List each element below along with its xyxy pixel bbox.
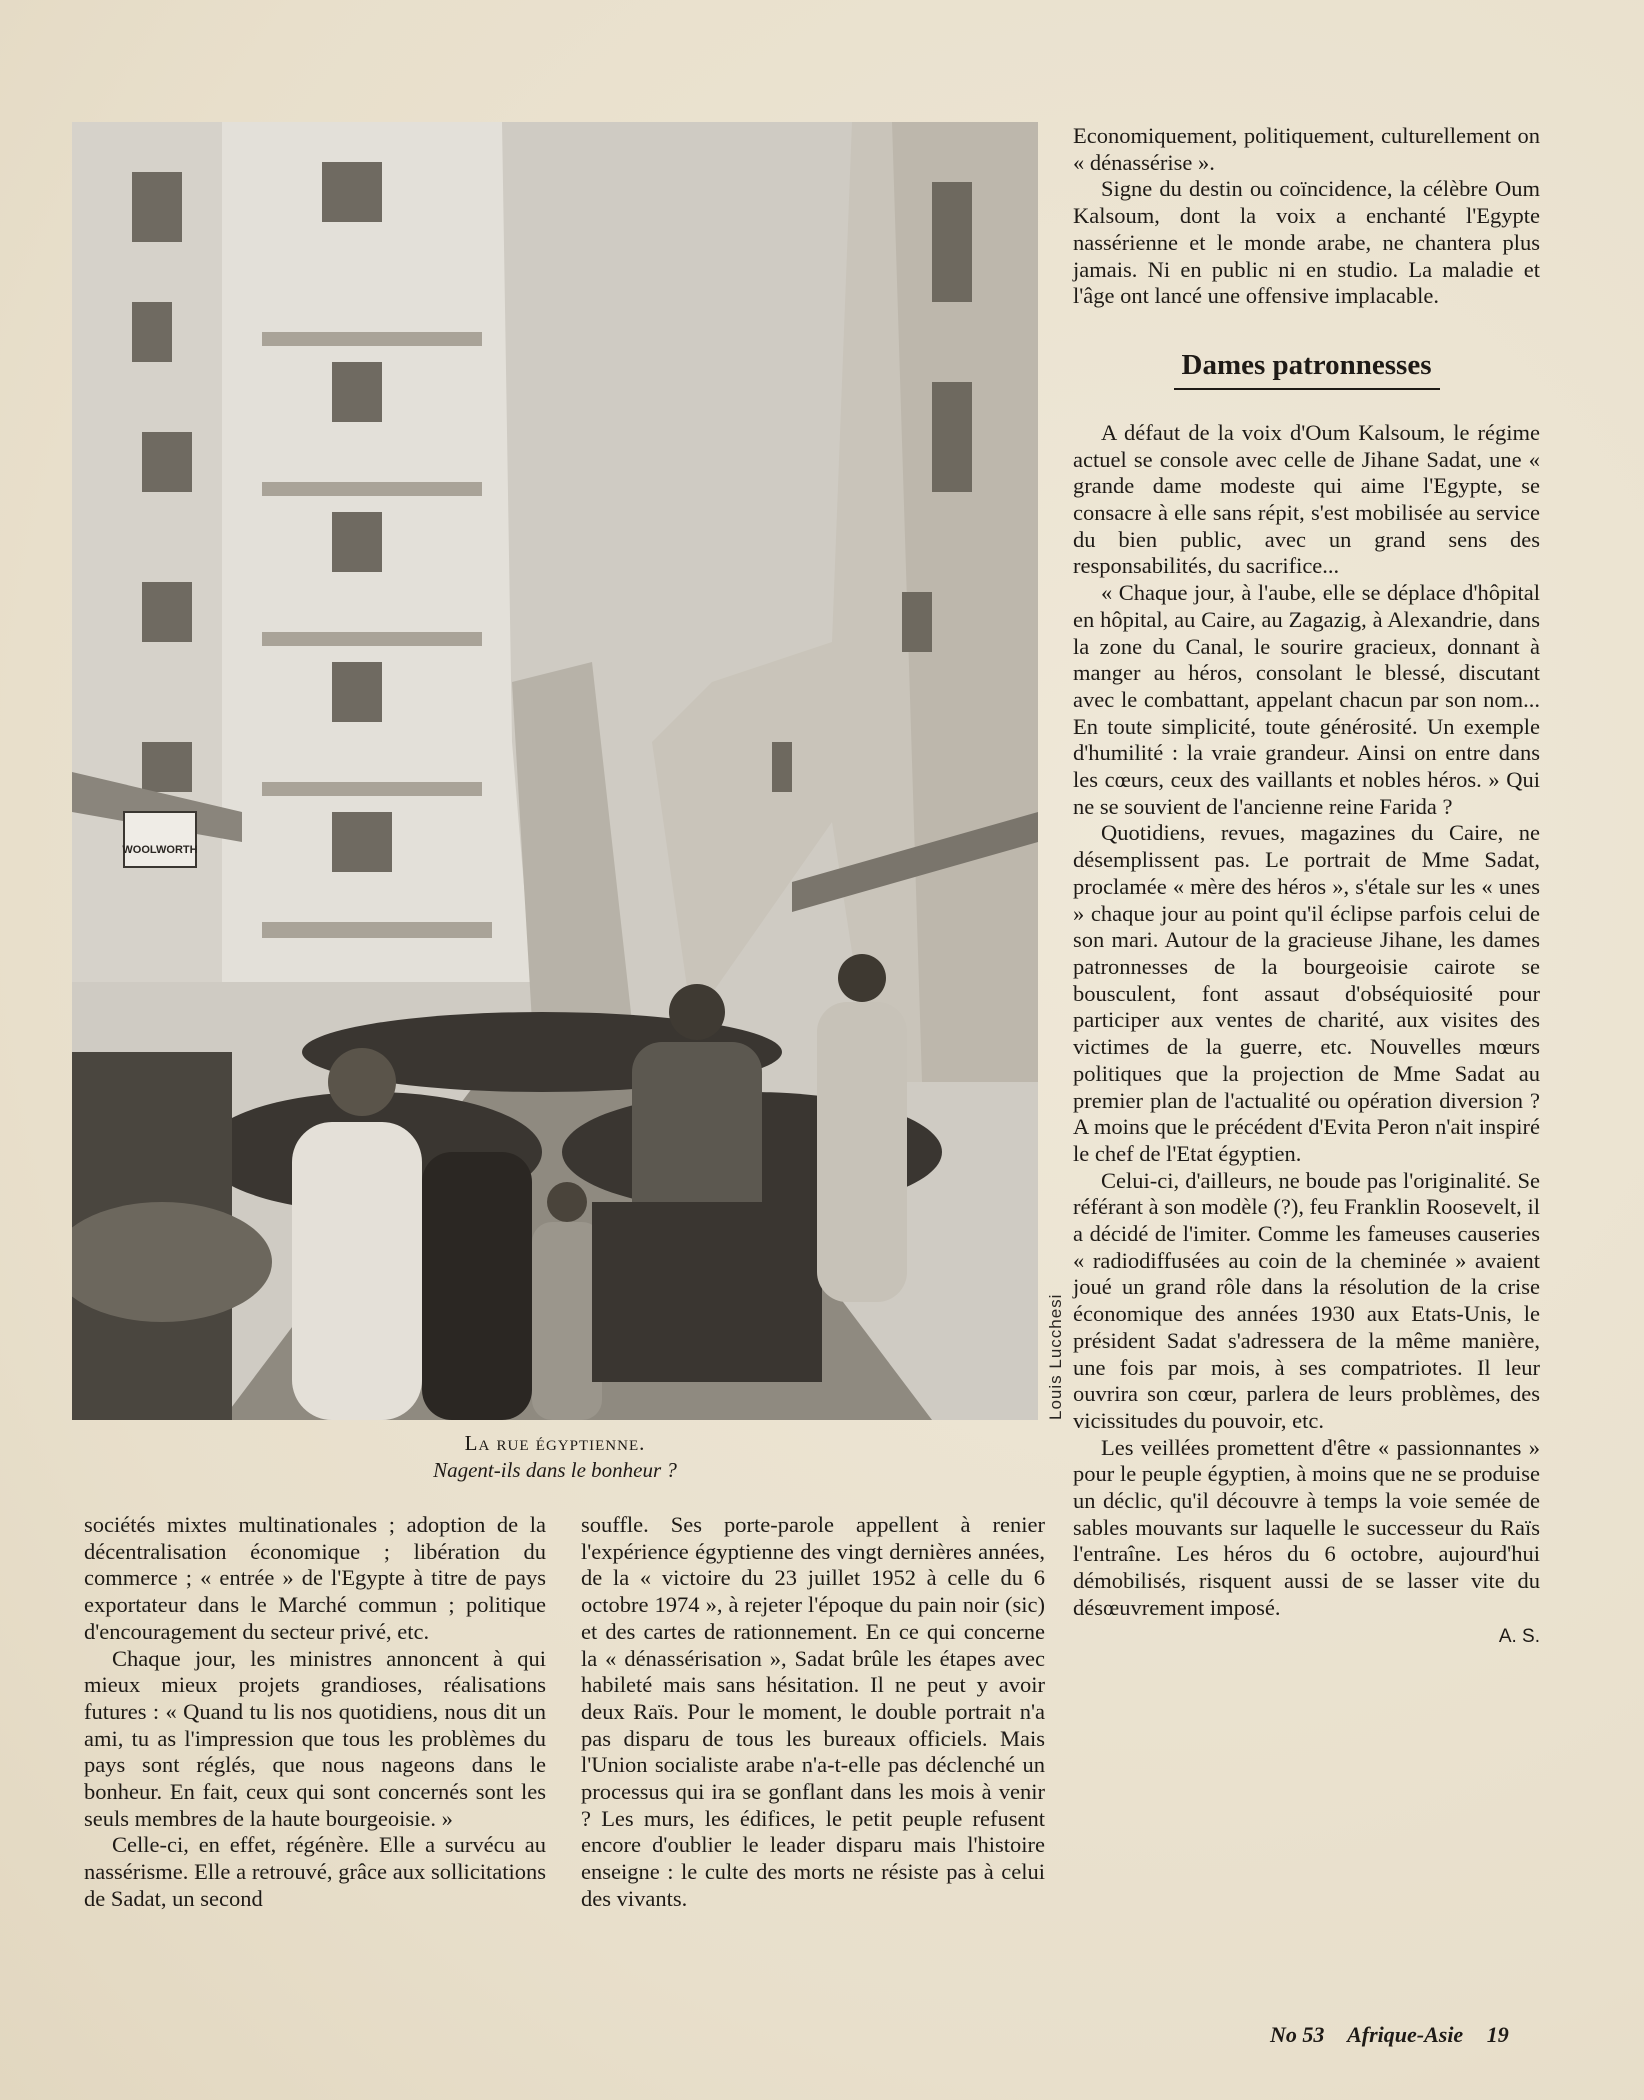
paragraph: souffle. Ses porte-parole appellent à renier l'expérience égyptienne des vingt dernières années, de la « victoire du 23 juillet 1952 à celle du 6 octobre 1974 », à rejeter l'époque du pain noir (sic) et des cartes de rationnement. En ce qui concerne la « dénassérisation », Sadat brûle les étapes avec habileté mais sans hésitation. Il ne peut y avoir deux Raïs. Pour le moment, le double portrait n'a pas disparu de tous les bureaux officiels. Mais l'Union socialiste arabe n'a-t-elle pas déclenché un processus qui ira se gonflant dans les mois à venir ? Les murs, les édifices, le petit peuple refusent encore d'oublier le leader disparu mais l'histoire enseigne : le culte des morts ne résiste pas à celui des vivants.: [581, 1512, 1045, 1911]
issue-number: No 53: [1270, 2022, 1325, 2047]
caption-title: La rue égyptienne.: [464, 1431, 646, 1455]
page-number: 19: [1486, 2022, 1509, 2047]
paragraph: « Chaque jour, à l'aube, elle se déplace d'hôpital en hôpital, au Caire, au Zagazig, à Alexandrie, dans la zone du Canal, le sourire gracieux, donnant à manger au héros, consolant le blessé, discutant avec le combattant, appelant chacun par son nom... En toute simplicité, toute générosité. Un exemple d'humilité : la vraie grandeur. Ainsi on entre dans les cœurs, ceux des vaillants et nobles héros. » Qui ne se souvient de l'ancienne reine Farida ?: [1073, 580, 1540, 819]
photo-credit: Louis Lucchesi: [1046, 1293, 1065, 1420]
photo-caption: [72, 1430, 1038, 1484]
street-scene-illustration: [72, 122, 1038, 1420]
paragraph: Signe du destin ou coïncidence, la célèbre Oum Kalsoum, dont la voix a enchanté l'Egypte nassérienne et le monde arabe, ne chantera plus jamais. Ni en public ni en studio. La maladie et l'âge ont lancé une offensive implacable.: [1073, 176, 1540, 309]
caption-subtitle: Nagent-ils dans le bonheur ?: [433, 1458, 677, 1482]
paragraph: Celui-ci, d'ailleurs, ne boude pas l'originalité. Se référant à son modèle (?), feu Franklin Roosevelt, il a décidé de l'imiter. Comme les fameuses causeries « radiodiffusées au coin de la cheminée » avaient joué un grand rôle dans la résolution de la crise économique des années 1930 aux Etats-Unis, le président Sadat s'adressera de la même manière, une fois par mois, à ses compatriotes. Il leur ouvrira son cœur, parlera de leurs problèmes, des vicissitudes du pouvoir, etc.: [1073, 1167, 1540, 1433]
paragraph: Les veillées promettent d'être « passionnantes » pour le peuple égyptien, à moins que ne se produise un déclic, qu'il découvre à temps la voie semée de sables mouvants sur laquelle le successeur du Raïs l'entraîne. Les héros du 6 octobre, aujourd'hui démobilisés, risquent aussi de se lasser vite du désœuvrement imposé.: [1073, 1434, 1540, 1620]
page-footer: [1270, 2022, 1527, 2048]
paragraph: sociétés mixtes multinationales ; adoption de la décentralisation économique ; libération du commerce ; « entrée » de l'Egypte à titre de pays exportateur dans le Marché commun ; politique d'encouragement du secteur privé, etc.: [84, 1512, 546, 1644]
paragraph: Celle-ci, en effet, régénère. Elle a survécu au nassérisme. Elle a retrouvé, grâce aux sollicitations de Sadat, un second: [84, 1832, 546, 1911]
magazine-name: Afrique-Asie: [1347, 2022, 1464, 2047]
column-1: [84, 1512, 546, 1913]
shop-sign-text: WOOLWORTH: [122, 844, 198, 856]
paragraph: Economiquement, politiquement, culturellement on « dénassérise ».: [1073, 123, 1540, 175]
author-signature: A. S.: [1498, 1625, 1540, 1647]
paragraph: Chaque jour, les ministres annoncent à qui mieux mieux projets grandioses, réalisations futures : « Quand tu lis nos quotidiens, nous dit un ami, tu as l'impression que tous les problèmes du pays sont réglés, que nous nageons dans le bonheur. En fait, ceux qui sont concernés sont les seuls membres de la haute bourgeoisie. »: [84, 1645, 546, 1831]
paragraph: A défaut de la voix d'Oum Kalsoum, le régime actuel se console avec celle de Jihane Sadat, une « grande dame modeste qui aime l'Egypte, se consacre à elle sans répit, s'est mobilisée au service du bien public, avec un grand sens des responsabilités, du sacrifice...: [1073, 419, 1540, 579]
paragraph: Quotidiens, revues, magazines du Caire, ne désemplissent pas. Le portrait de Mme Sadat, proclamée « mère des héros », s'étale sur les « unes » chaque jour au point qu'il éclipse parfois celui de son mari. Autour de la gracieuse Jihane, les dames patronnesses de la bourgeoisie cairote se bousculent, font assaut d'obséquiosité pour participer aux ventes de charité, aux visites des victimes de la guerre, etc. Nouvelles mœurs politiques que la projection de Mme Sadat au premier plan de l'actualité ou opération diversion ? A moins que le précédent d'Evita Peron n'ait inspiré le chef de l'Etat égyptien.: [1073, 820, 1540, 1166]
column-3: [1073, 123, 1540, 1650]
street-photograph: [72, 122, 1038, 1420]
section-heading: Dames patronnesses: [1073, 348, 1540, 390]
column-2: [581, 1512, 1045, 1913]
